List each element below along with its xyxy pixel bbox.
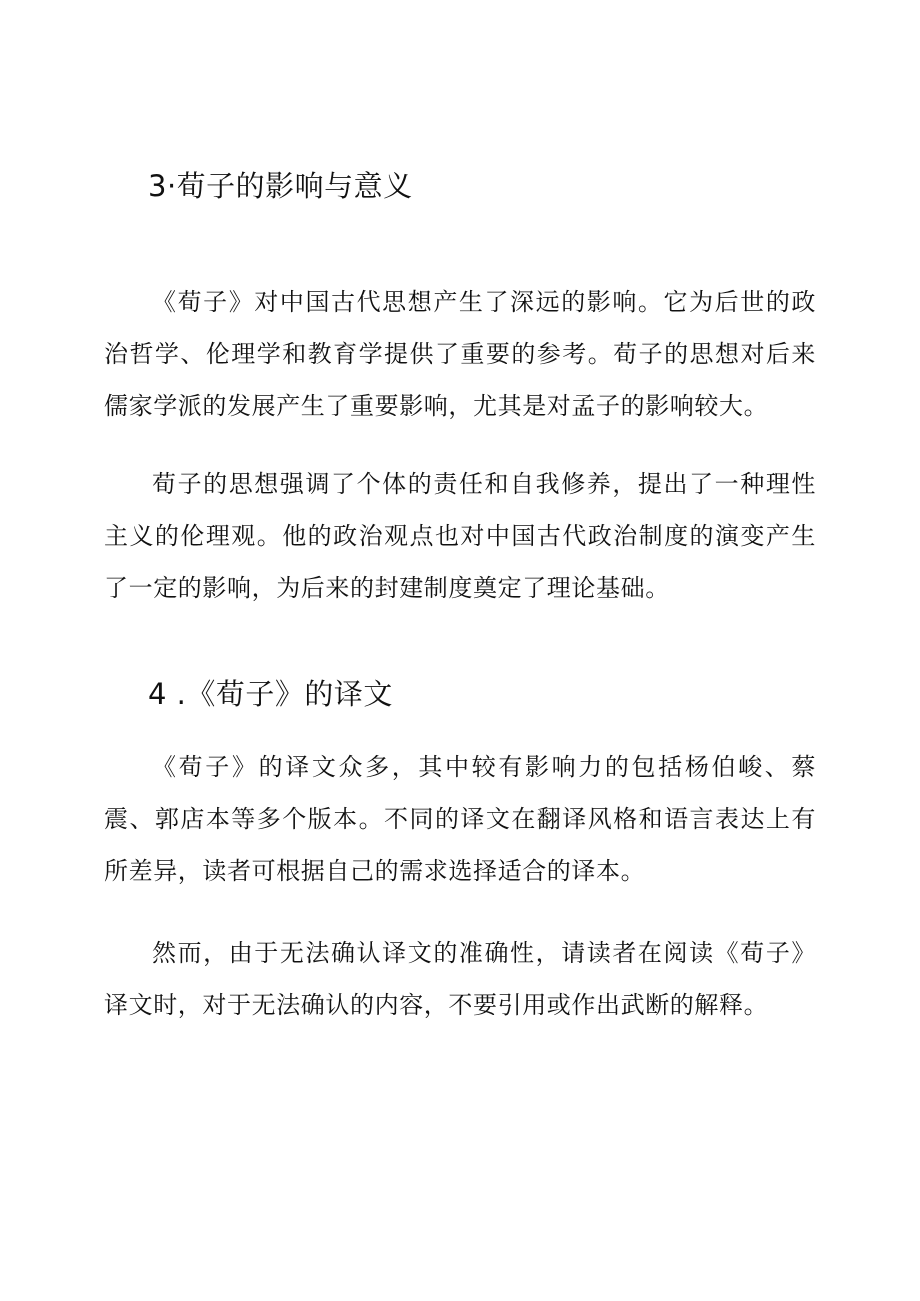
section-heading-influence: 3·荀子的影响与意义: [148, 169, 413, 203]
paragraph-translations-2: 然而，由于无法确认译文的准确性，请读者在阅读《荀子》译文时，对于无法确认的内容，不要引用或作出武断的解释。: [104, 939, 816, 1019]
paragraph-influence-1: 《荀子》对中国古代思想产生了深远的影响。它为后世的政治哲学、伦理学和教育学提供了重要的参考。荀子的思想对后来儒家学派的发展产生了重要影响，尤其是对孟子的影响较大。: [104, 288, 816, 420]
section-heading-translations: 4 .《荀子》的译文: [148, 677, 393, 711]
paragraph-influence-2: 荀子的思想强调了个体的责任和自我修养，提出了一种理性主义的伦理观。他的政治观点也对中国古代政治制度的演变产生了一定的影响，为后来的封建制度奠定了理论基础。: [104, 470, 816, 602]
paragraph-translations-1: 《荀子》的译文众多，其中较有影响力的包括杨伯峻、蔡震、郭店本等多个版本。不同的译文在翻译风格和语言表达上有所差异，读者可根据自己的需求选择适合的译本。: [104, 753, 816, 885]
